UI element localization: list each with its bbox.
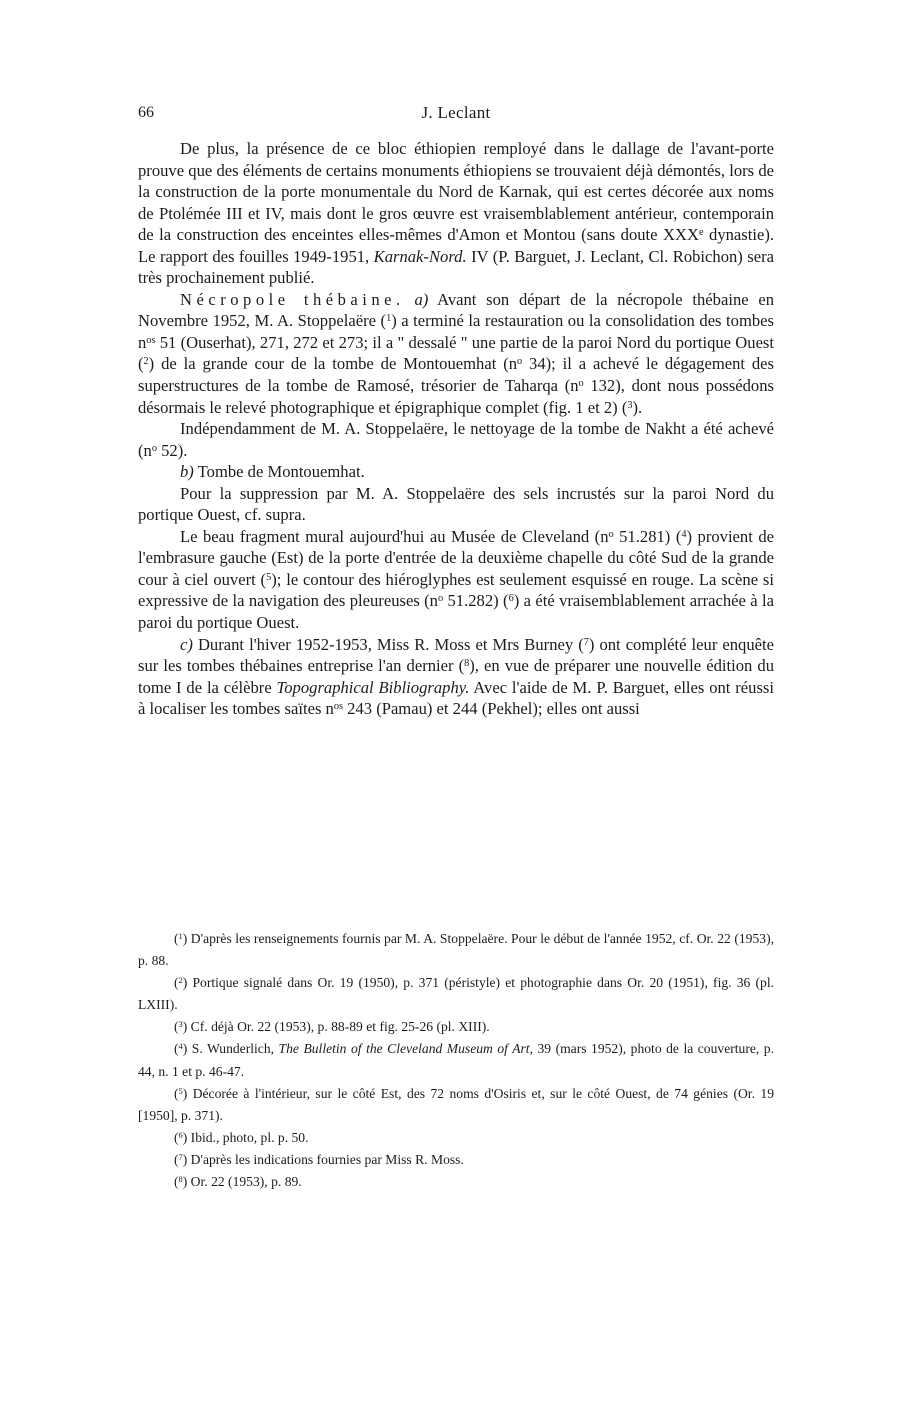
paragraph-cleveland: Le beau fragment mural aujourd'hui au Musée de Cleveland ($n^o$ 51.281) ($^4$) provient de l'embrasure gauche (Est) de la porte d'entrée de la deuxième chapelle du côté Sud de la grande cour à ciel ouvert ($^5$); le contour des hiéroglyphes est seulement esquissé en rouge. La scène si expressive de la navigation des pleureuses ($n^o$ 51.282) ($^6$) a été vraisemblablement arrachée à la paroi du portique Ouest. — [138, 526, 775, 633]
paragraph-necropole: Nécropole thébaine. a) Avant son départ de la nécropole thébaine en Novembre 1952, M. A. Stoppelaëre ($^1$) a terminé la restauration ou la consolidation des tombes $n^{os}$ 51 (Ouserhat), 271, 272 et 273; il a " dessalé " une partie de la paroi Nord du portique Ouest ($^2$) de la grande cour de la tombe de Montouemhat ($n^o$ 34); il a achevé le dégagement des superstructures de la tombe de Ramosé, trésorier de Taharqa ($n^o$ 132), dont nous possédons désormais le relevé photographique et épigraphique complet (fig. 1 et 2) ($^3$). — [138, 289, 775, 417]
paragraph-nakht: Indépendamment de M. A. Stoppelaëre, le nettoyage de la tombe de Nakht a été achevé ($n^o$ 52). — [138, 419, 774, 460]
footnote: ($^2$) Portique signalé dans Or. 19 (1950), p. 371 (péristyle) et photographie dans Or. 20 (1951), fig. 36 (pl. LXIII). — [138, 974, 774, 1013]
footnote: ($^3$) Cf. déjà Or. 22 (1953), p. 88-89 et fig. 25-26 (pl. XIII). — [174, 1019, 490, 1035]
main-text — [138, 138, 774, 720]
page-header — [138, 104, 774, 130]
paragraph-b: b) Tombe de Montouemhat. — [180, 462, 365, 482]
footnote: ($^7$) D'après les indications fournies par Miss R. Moss. — [174, 1151, 464, 1167]
footnote: ($^8$) Or. 22 (1953), p. 89. — [174, 1173, 302, 1190]
paragraph-c: c) Durant l'hiver 1952-1953, Miss R. Moss et Mrs Burney ($^7$) ont complété leur enquête sur les tombes thébaines entreprise l'an dernier ($^8$), en vue de préparer une nouvelle édition du tome I de la célèbre Topographical Bibliography. Avec l'aide de M. P. Barguet, elles ont réussi à localiser les tombes saïtes $n^{os}$ 243 (Pamau) et 244 (Pekhel); elles ont aussi — [138, 634, 774, 719]
paragraph-sels: Pour la suppression par M. A. Stoppelaëre des sels incrustés sur la paroi Nord du portique Ouest, cf. supra. — [138, 483, 774, 525]
footnote: ($^6$) Ibid., photo, pl. p. 50. — [174, 1129, 309, 1145]
paragraph-1: De plus, la présence de ce bloc éthiopien remployé dans le dallage de l'avant-porte prouve que des éléments de certains monuments éthiopiens se trouvaient déjà démontés, lors de la construction de la porte monumentale du Nord de Karnak, qui est certes décorée aux noms de Ptolémée III et IV, mais dont le gros œuvre est vraisemblablement antérieur, contemporain de la construction des enceintes elles-mêmes d'Amon et Montou (sans doute XXXe dynastie). Le rapport des fouilles 1949-1951, Karnak-Nord. IV (P. Barguet, J. Leclant, Cl. Robichon) sera très prochainement publié. — [138, 139, 775, 288]
footnote: ($^4$) S. Wunderlich, The Bulletin of the Cleveland Museum of Art, 39 (mars 1952), photo de la couverture, p. 44, n. 1 et p. 46-47. — [138, 1041, 774, 1079]
section-heading: Nécropole thébaine. — [180, 289, 405, 309]
footnote: ($^5$) Décorée à l'intérieur, sur le côté Est, des 72 noms d'Osiris et, sur le côté Ouest, de 74 génies (Or. 19 [1950], p. 371). — [138, 1085, 774, 1123]
page-number: 66 — [138, 104, 154, 121]
running-title: J. Leclant — [421, 103, 491, 122]
footnote: ($^1$) D'après les renseignements fournis par M. A. Stoppelaëre. Pour le début de l'année 1952, cf. Or. 22 (1953), p. 88. — [138, 930, 774, 969]
footnotes — [138, 928, 774, 1193]
